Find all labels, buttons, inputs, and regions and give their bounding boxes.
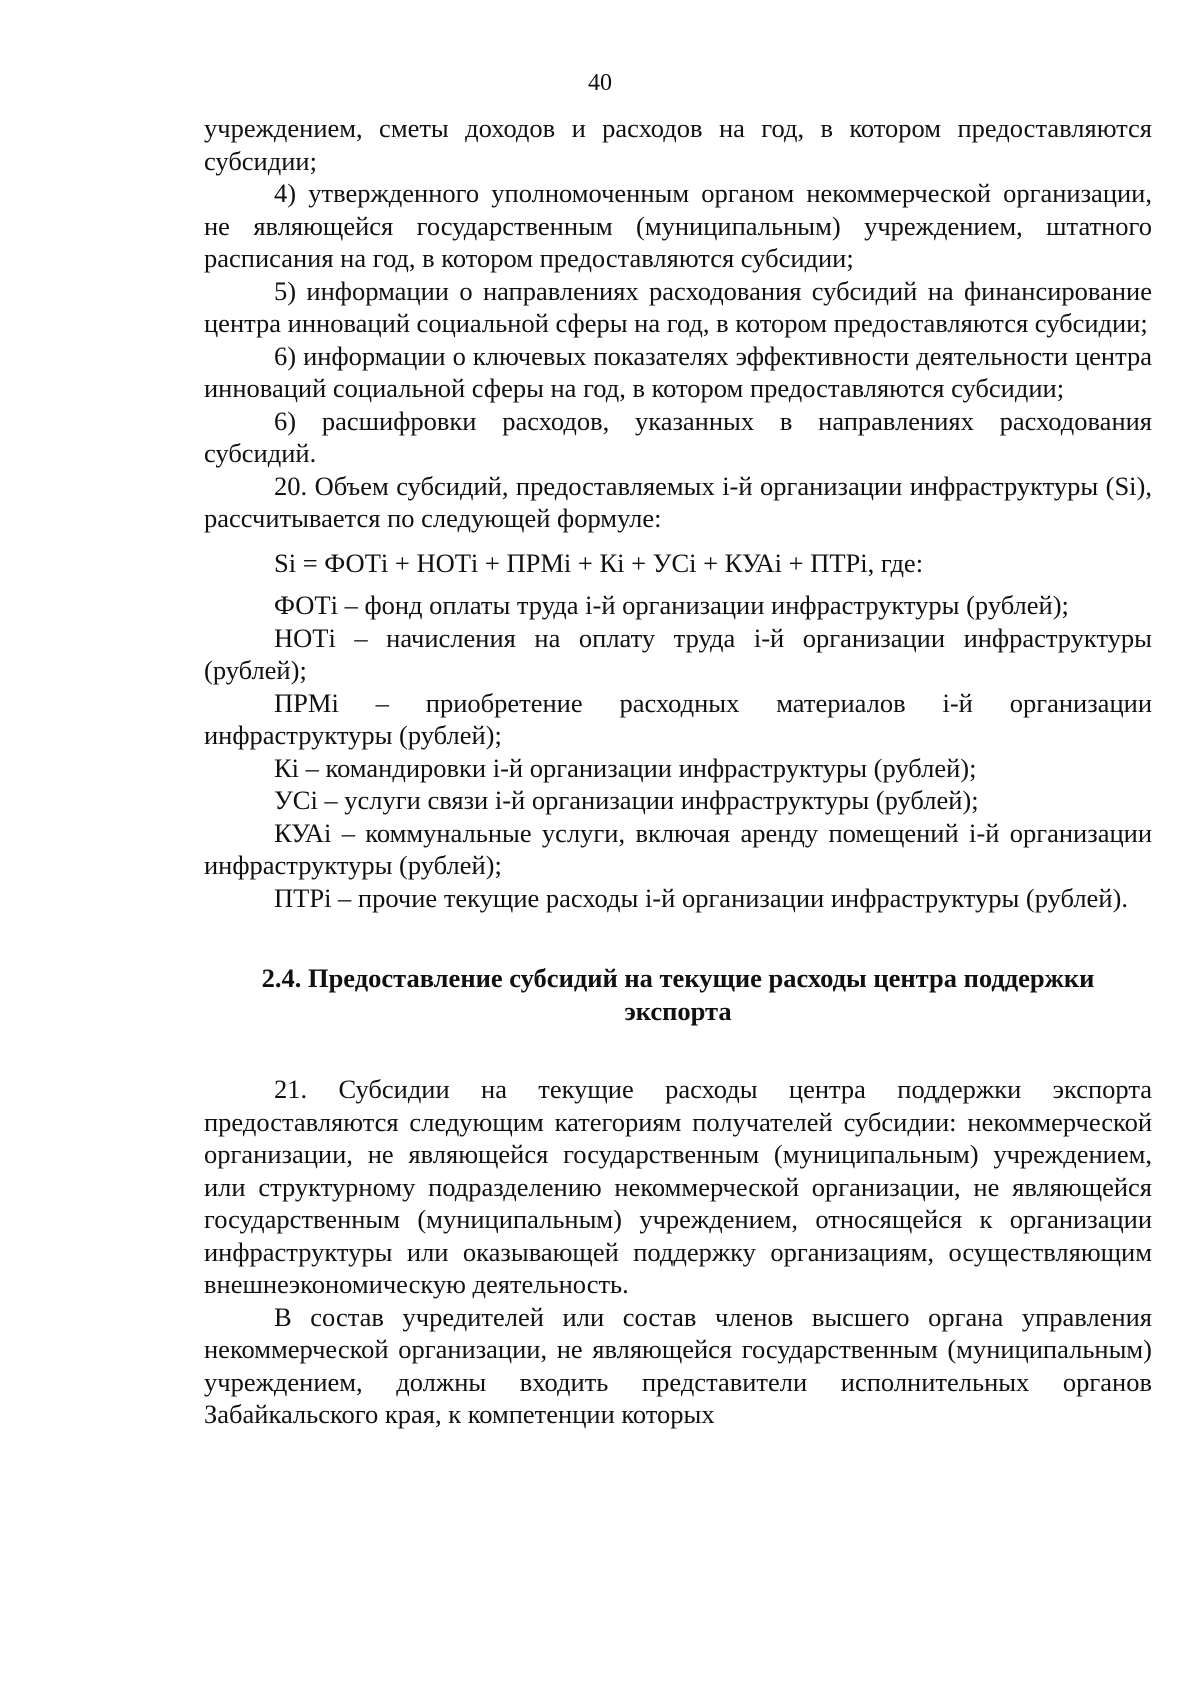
paragraph: 4) утвержденного уполномоченным органом некоммерческой организации, не являющейся государственным (муниципальным) учреждением, штатного расписания на год, в котором предоставляются субсидии; — [204, 178, 1152, 273]
section-heading: 2.4. Предоставление субсидий на текущие расходы центра поддержки экспорта — [261, 963, 1095, 1026]
formula-definition: Кi – командировки i-й организации инфраструктуры (рублей); — [274, 752, 977, 783]
paragraph: 5) информации о направлениях расходования субсидий на финансирование центра инноваций социальной сферы на год, в котором предоставляются субсидии; — [204, 275, 1152, 338]
formula-definition: ПТРi – прочие текущие расходы i-й организации инфраструктуры (рублей). — [274, 882, 1128, 913]
paragraph: 21. Субсидии на текущие расходы центра поддержки экспорта предоставляются следующим категориям получателей субсидии: некоммерческой организации, не являющейся государственным (муниципальным) учреждением, или структурному подразделению некоммерческой организации, не являющейся государственным (муниципальным) учреждением, относящейся к организации инфраструктуры или оказывающей поддержку организациям, осуществляющим внешнеэкономическую деятельность. — [204, 1074, 1152, 1299]
paragraph: 6) расшифровки расходов, указанных в направлениях расходования субсидий. — [204, 405, 1152, 468]
formula-definition: УСi – услуги связи i-й организации инфраструктуры (рублей); — [274, 785, 979, 815]
paragraph: В состав учредителей или состав членов высшего органа управления некоммерческой организации, не являющейся государственным (муниципальным) учреждением, должны входить представители исполнительных органов Забайкальского края, к компетенции которых — [204, 1301, 1152, 1429]
formula-definition: КУАi – коммунальные услуги, включая аренду помещений i-й организации инфраструктуры (рублей); — [204, 817, 1152, 880]
paragraph: учреждением, сметы доходов и расходов на год, в котором предоставляются субсидии; — [204, 113, 1152, 176]
formula: Si = ФОТi + НОТi + ПРМi + Кi + УСi + КУАi + ПТРi, где: — [274, 547, 924, 578]
page-number: 40 — [588, 70, 612, 96]
paragraph: 20. Объем субсидий, предоставляемых i-й организации инфраструктуры (Si), рассчитывается по следующей формуле: — [204, 470, 1152, 533]
formula-definition: НОТi – начисления на оплату труда i-й организации инфраструктуры (рублей); — [204, 622, 1152, 685]
paragraph: 6) информации о ключевых показателях эффективности деятельности центра инноваций социальной сферы на год, в котором предоставляются субсидии; — [204, 340, 1152, 403]
document-body — [204, 112, 1152, 1431]
formula-definition: ПРМi – приобретение расходных материалов i-й организации инфраструктуры (рублей); — [204, 687, 1152, 750]
formula-definition: ФОТi – фонд оплаты труда i-й организации инфраструктуры (рублей); — [274, 590, 1069, 620]
